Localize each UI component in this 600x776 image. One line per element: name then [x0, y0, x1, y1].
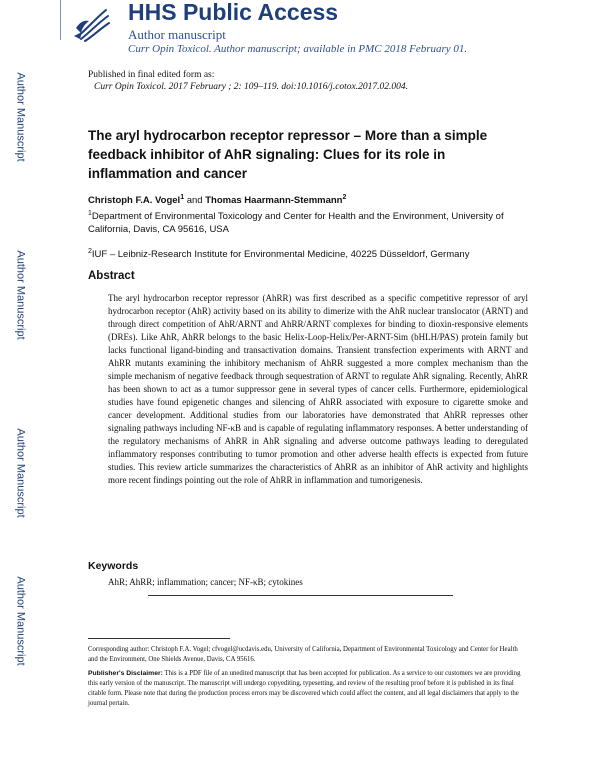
sidebar-label: Author Manuscript: [15, 72, 28, 162]
hhs-title: HHS Public Access: [128, 0, 339, 25]
abstract-text: The aryl hydrocarbon receptor repressor (AhRR) was first described as a specific competitive repressor of aryl hydrocarbon receptor (AhR) activity based on its ability to dimerize with the AhR nuclear translocator (ARNT) and through direct competition of AhR/ARNT and AhRR/ARNT complexes for binding to dioxin-responsive elements (DREs). Like AhR, AhRR belongs to the basic Helix-Loop-Helix/Per-ARNT-Sim (bHLH/PAS) protein family but lacks functional ligand-binding and transactivation domains. Transient transfection experiments with ARNT and AhRR mutants examining the inhibitory mechanism of AhRR suggested a more complex mechanism than the simple mechanism of negative feedback through sequestration of ARNT to regulate AhR signaling. Recently, AhRR has been shown to act as a tumor suppressor gene in several types of cancer cells. Furthermore, epidemiological studies have found epigenetic changes and silencing of AhRR associated with exposure to cigarette smoke and cancer development. Additional studies from our laboratories have demonstrated that AhRR represses other signaling pathways including NF-κB and is capable of regulating inflammatory responses. A better understanding of the regulatory mechanisms of AhRR in AhR signaling and adverse outcome pathways leading to deregulated inflammatory responses contributing to tumor promotion and other adverse health effects is expected from future studies. This review article summarizes the characteristics of AhRR as an inhibitor of AhR activity and highlights more recent findings pointing out the role of AhRR in inflammation and tumorigenesis.: [108, 293, 528, 485]
article-title: The aryl hydrocarbon receptor repressor – More than a simple feedback inhibitor of AhR signaling: Clues for its role in inflammation and cancer: [88, 128, 488, 181]
publication-info: [88, 69, 408, 93]
author-conjunction: and: [184, 195, 206, 206]
sidebar-label: Author Manuscript: [15, 428, 28, 518]
sidebar-label: Author Manuscript: [15, 250, 28, 340]
sidebar-label: Author Manuscript: [15, 576, 28, 666]
journal-availability: Curr Opin Toxicol. Author manuscript; available in PMC 2018 February 01.: [128, 43, 468, 55]
author-list: [88, 195, 346, 206]
keywords-heading: Keywords: [88, 560, 139, 572]
footnote-divider: [88, 638, 230, 639]
author-manuscript-sidebar: [0, 0, 44, 776]
affiliation: $^1$Department of Environmental Toxicology and Center for Health and the Environment, University of California, Davis, CA 95616, USA: [88, 209, 504, 235]
affiliation-marker: 2: [342, 193, 347, 201]
section-divider: [148, 595, 453, 596]
author-name: Thomas Haarmann-Stemmann: [205, 195, 343, 206]
corresponding-author-note: Corresponding author: Christoph F.A. Vogel; cfvogel@ucdavis.edu, University of California, Department of Environmental Toxicology and Center for Health and the Environment, One Shields Avenue, Davis, CA 95616.: [88, 646, 518, 663]
hhs-subtitle: Author manuscript: [128, 27, 226, 42]
citation: Curr Opin Toxicol. 2017 February ; 2: 109–119. doi:10.1016/j.cotox.2017.02.004.: [94, 82, 409, 92]
publisher-disclaimer: Publisher's Disclaimer: This is a PDF file of an unedited manuscript that has been accepted for publication. As a service to our customers we are providing this early version of the manuscript. The manuscript will undergo copyediting, typesetting, and review of the resulting proof before it is published in its final citable form. Please note that during the production process errors may be discovered which could affect the content, and all legal disclaimers that apply to the journal pertain.: [88, 670, 521, 707]
keywords-text: AhR; AhRR; inflammation; cancer; NF-κB; cytokines: [108, 577, 303, 587]
affiliation-marker: 1: [180, 193, 185, 201]
affiliation: $^2$IUF – Leibniz-Research Institute for Environmental Medicine, 40225 Düsseldorf, Germany: [88, 247, 470, 260]
abstract-heading: Abstract: [88, 270, 135, 282]
author-name: Christoph F.A. Vogel: [88, 195, 181, 206]
header-divider: [60, 0, 61, 40]
published-label: Published in final edited form as:: [88, 70, 215, 80]
hhs-eagle-logo-icon: [72, 6, 112, 42]
